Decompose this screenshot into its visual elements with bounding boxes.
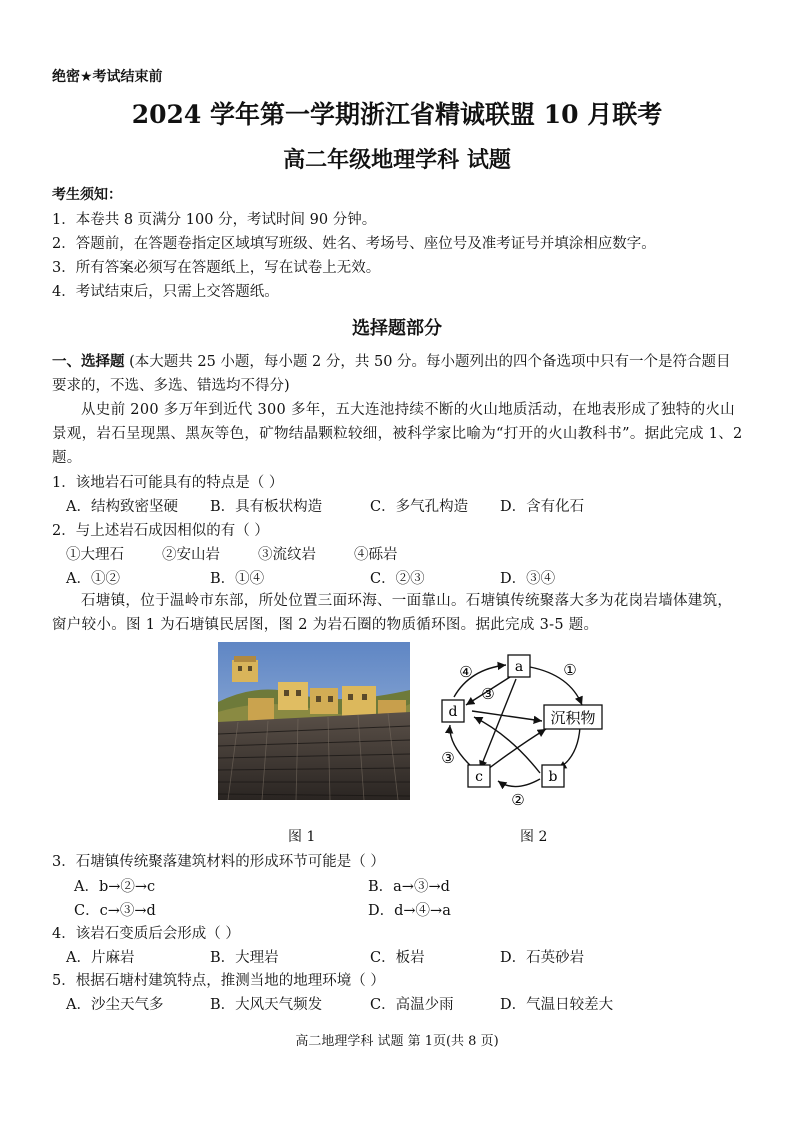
- village-photo-figure: [218, 642, 410, 800]
- question-1-stem: 1．该地岩石可能具有的特点是（ ）: [52, 475, 284, 491]
- page-footer: 高二地理学科 试题 第 1页(共 8 页): [295, 1034, 499, 1049]
- question-2-option-b: B．①④: [210, 571, 265, 587]
- notice-heading: 考生须知：: [52, 187, 122, 203]
- arrow-sediment-to-b: [558, 727, 580, 769]
- question-2-option-d: D．③④: [500, 571, 556, 587]
- confidential-label: 绝密★考试结束前: [52, 69, 163, 85]
- question-2-option-c: C．②③: [370, 571, 425, 587]
- question-3-option-c: C．c→③→d: [74, 903, 156, 919]
- question-3-option-b: B．a→③→d: [368, 879, 450, 895]
- process-label-3-left: ③: [441, 749, 455, 767]
- question-5-stem: 5．根据石塘村建筑特点，推测当地的地理环境（ ）: [52, 973, 385, 989]
- node-d-label: d: [448, 704, 458, 720]
- exam-subtitle: 高二年级地理学科 试题: [283, 147, 511, 173]
- question-4-option-d: D．石英砂岩: [500, 950, 585, 966]
- question-4-option-b: B．大理岩: [210, 950, 279, 966]
- node-b-label: b: [548, 769, 558, 785]
- question-2-item-1: ①大理石: [66, 547, 124, 563]
- question-3-option-a: A．b→②→c: [74, 879, 156, 895]
- arrow-d-to-sediment: [472, 711, 542, 721]
- part1-label: 一、选择题: [52, 354, 125, 370]
- question-3-stem: 3．石塘镇传统聚落建筑材料的形成环节可能是（ ）: [52, 854, 385, 870]
- process-label-2: ②: [511, 791, 525, 809]
- notice-item-2: 2．答题前，在答题卷指定区域填写班级、姓名、考场号、座位号及准考证号并填涂相应数字。: [52, 236, 656, 252]
- question-1-option-a: A．结构致密坚硬: [66, 499, 178, 515]
- question-1-option-d: D．含有化石: [500, 499, 585, 515]
- figure-1-caption: 图 1: [288, 829, 316, 845]
- node-a-label: a: [514, 659, 524, 675]
- question-3-option-d: D．d→④→a: [368, 903, 451, 919]
- sediment-label: 沉积物: [550, 709, 596, 727]
- rock-cycle-diagram: [430, 645, 605, 813]
- process-label-1: ①: [563, 661, 577, 679]
- figure-2-caption: 图 2: [520, 829, 548, 845]
- question-5-option-a: A．沙尘天气多: [66, 997, 164, 1013]
- question-5-option-b: B．大风天气频发: [210, 997, 323, 1013]
- notice-item-4: 4．考试结束后，只需上交答题纸。: [52, 284, 279, 300]
- question-5-option-c: C．高温少雨: [370, 997, 454, 1013]
- question-2-stem: 2．与上述岩石成因相似的有（ ）: [52, 523, 269, 539]
- process-label-4: ④: [459, 663, 473, 681]
- question-4-stem: 4．该岩石变质后会形成（ ）: [52, 926, 240, 942]
- arrow-b-to-c: [498, 779, 540, 787]
- question-2-option-a: A．①②: [66, 571, 120, 587]
- part1-description: (本大题共 25 小题，每小题 2 分，共 50 分。每小题列出的四个备选项中只有一个是符合题目要求的，不选、多选、错选均不得分): [52, 354, 731, 394]
- process-label-3-top: ③: [481, 685, 495, 703]
- question-1-option-b: B．具有板状构造: [210, 499, 323, 515]
- exam-title: 2024 学年第一学期浙江省精诚联盟 10 月联考: [131, 100, 663, 129]
- question-5-option-d: D．气温日较差大: [500, 997, 614, 1013]
- question-2-item-2: ②安山岩: [162, 547, 220, 563]
- arrow-c-to-sediment: [488, 729, 546, 769]
- question-2-item-3: ③流纹岩: [258, 547, 316, 563]
- question-1-option-c: C．多气孔构造: [370, 499, 469, 515]
- node-c-label: c: [475, 769, 483, 785]
- question-2-item-4: ④砾岩: [354, 547, 398, 563]
- passage-1: 从史前 200 多万年到近代 300 多年，五大连池持续不断的火山地质活动，在地表形成了独特的火山景观，岩石呈现黑、黑灰等色，矿物结晶颗粒较细，被科学家比喻为“打开的火山教科书”。据此完成 1、2 题。: [52, 402, 743, 466]
- notice-item-1: 1．本卷共 8 页满分 100 分，考试时间 90 分钟。: [52, 212, 377, 228]
- part1-instructions: [52, 350, 744, 398]
- passage-2: 石塘镇，位于温岭市东部，所处位置三面环海、一面靠山。石塘镇传统聚落大多为花岗岩墙体建筑，窗户较小。图 1 为石塘镇民居图，图 2 为岩石圈的物质循环图。据此完成 3-5 题。: [52, 593, 733, 633]
- question-4-option-a: A．片麻岩: [66, 950, 135, 966]
- question-4-option-c: C．板岩: [370, 950, 425, 966]
- notice-item-3: 3．所有答案必须写在答题纸上，写在试卷上无效。: [52, 260, 381, 276]
- section-title: 选择题部分: [352, 318, 442, 339]
